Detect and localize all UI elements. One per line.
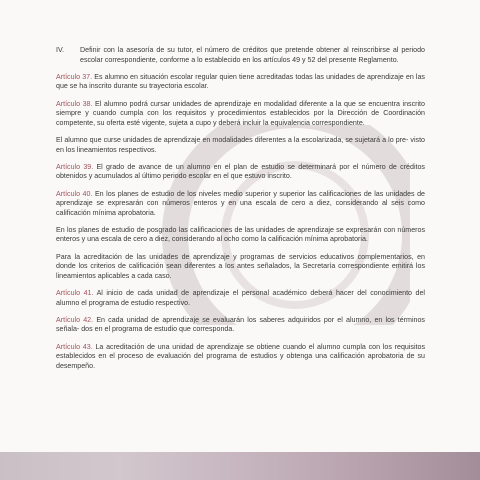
article-label: Artículo 43. bbox=[56, 342, 93, 351]
paragraph-text: La acreditación de una unidad de aprendizaje se obtiene cuando el alumno cumpla con los requisitos establecidos en el proceso de evaluación del programa de estudios y obtenga una calificación aprobatoria de su desempeño. bbox=[56, 342, 425, 370]
footer-gradient-bar bbox=[0, 452, 480, 480]
article-label: Artículo 41. bbox=[56, 289, 94, 298]
article-label: Artículo 39. bbox=[56, 162, 94, 171]
article-40-paragraph-3 bbox=[56, 253, 425, 282]
article-41 bbox=[56, 289, 425, 308]
article-40 bbox=[56, 190, 425, 219]
article-label: Artículo 40. bbox=[56, 189, 93, 198]
article-43 bbox=[56, 343, 425, 372]
article-label: Artículo 38. bbox=[56, 99, 93, 108]
article-38 bbox=[56, 100, 425, 129]
article-39 bbox=[56, 163, 425, 182]
article-37 bbox=[56, 73, 425, 92]
paragraph-text: Para la acreditación de las unidades de aprendizaje y programas de servicios educativos complementarios, en donde los criterios de calificación sean diferentes a los antes señalados, la Secretaría correspondiente emitirá los lineamientos aplicables a cada caso. bbox=[56, 252, 425, 280]
article-40-paragraph-2 bbox=[56, 226, 425, 245]
fraccion-marker: IV. bbox=[56, 46, 65, 54]
paragraph-text: En cada unidad de aprendizaje se evaluarán los saberes adquiridos por el alumno, en los términos señala- dos en el programa de estudio que corresponda. bbox=[56, 315, 425, 334]
article-label: Artículo 37. bbox=[56, 72, 93, 81]
paragraph-text: En los planes de estudio de posgrado las calificaciones de las unidades de aprendizaje se expresarán con números enteros y una escala de cero a diez, considerando al ocho como la calificación mínima aprobatoria. bbox=[56, 225, 425, 244]
paragraph-text: En los planes de estudio de los niveles medio superior y superior las calificaciones de las unidades de aprendizaje se expresarán con números enteros y en una escala de cero a diez, considerando al seis como calificación mínima aprobatoria. bbox=[56, 189, 425, 217]
paragraph-text: Al inicio de cada unidad de aprendizaje el personal académico deberá hacer del conocimiento del alumno el programa de estudio respectivo. bbox=[56, 289, 425, 307]
article-label: Artículo 42. bbox=[56, 315, 94, 324]
article-42 bbox=[56, 316, 425, 335]
document-body bbox=[56, 46, 425, 379]
paragraph-text: El alumno podrá cursar unidades de aprendizaje en modalidad diferente a la que se encuentra inscrito siempre y cuando cumpla con los requisitos y procedimientos establecidos por la Dirección de Coordinación competente, su oferta esté vigente, sujeta a cupo y deberá incluir la equivalencia correspondiente. bbox=[56, 99, 425, 127]
paragraph-text: El grado de avance de un alumno en el plan de estudio se determinará por el número de créditos obtenidos y acumulados al último periodo escolar en el que estuvo inscrito. bbox=[56, 162, 425, 181]
paragraph-text: El alumno que curse unidades de aprendizaje en modalidades diferentes a la escolarizada, se sujetará a lo pre- visto en los lineamientos respectivos. bbox=[56, 135, 425, 154]
fraccion-iv bbox=[56, 46, 425, 65]
article-38-paragraph-2 bbox=[56, 136, 425, 155]
paragraph-text: Definir con la asesoría de su tutor, el número de créditos que pretende obtener al reinscribirse al periodo escolar correspondiente, conforme a lo establecido en los artículos 49 y 52 del presente Reglamento. bbox=[80, 46, 425, 64]
paragraph-text: Es alumno en situación escolar regular quien tiene acreditadas todas las unidades de aprendizaje en las que se ha inscrito durante su trayectoria escolar. bbox=[56, 72, 425, 91]
